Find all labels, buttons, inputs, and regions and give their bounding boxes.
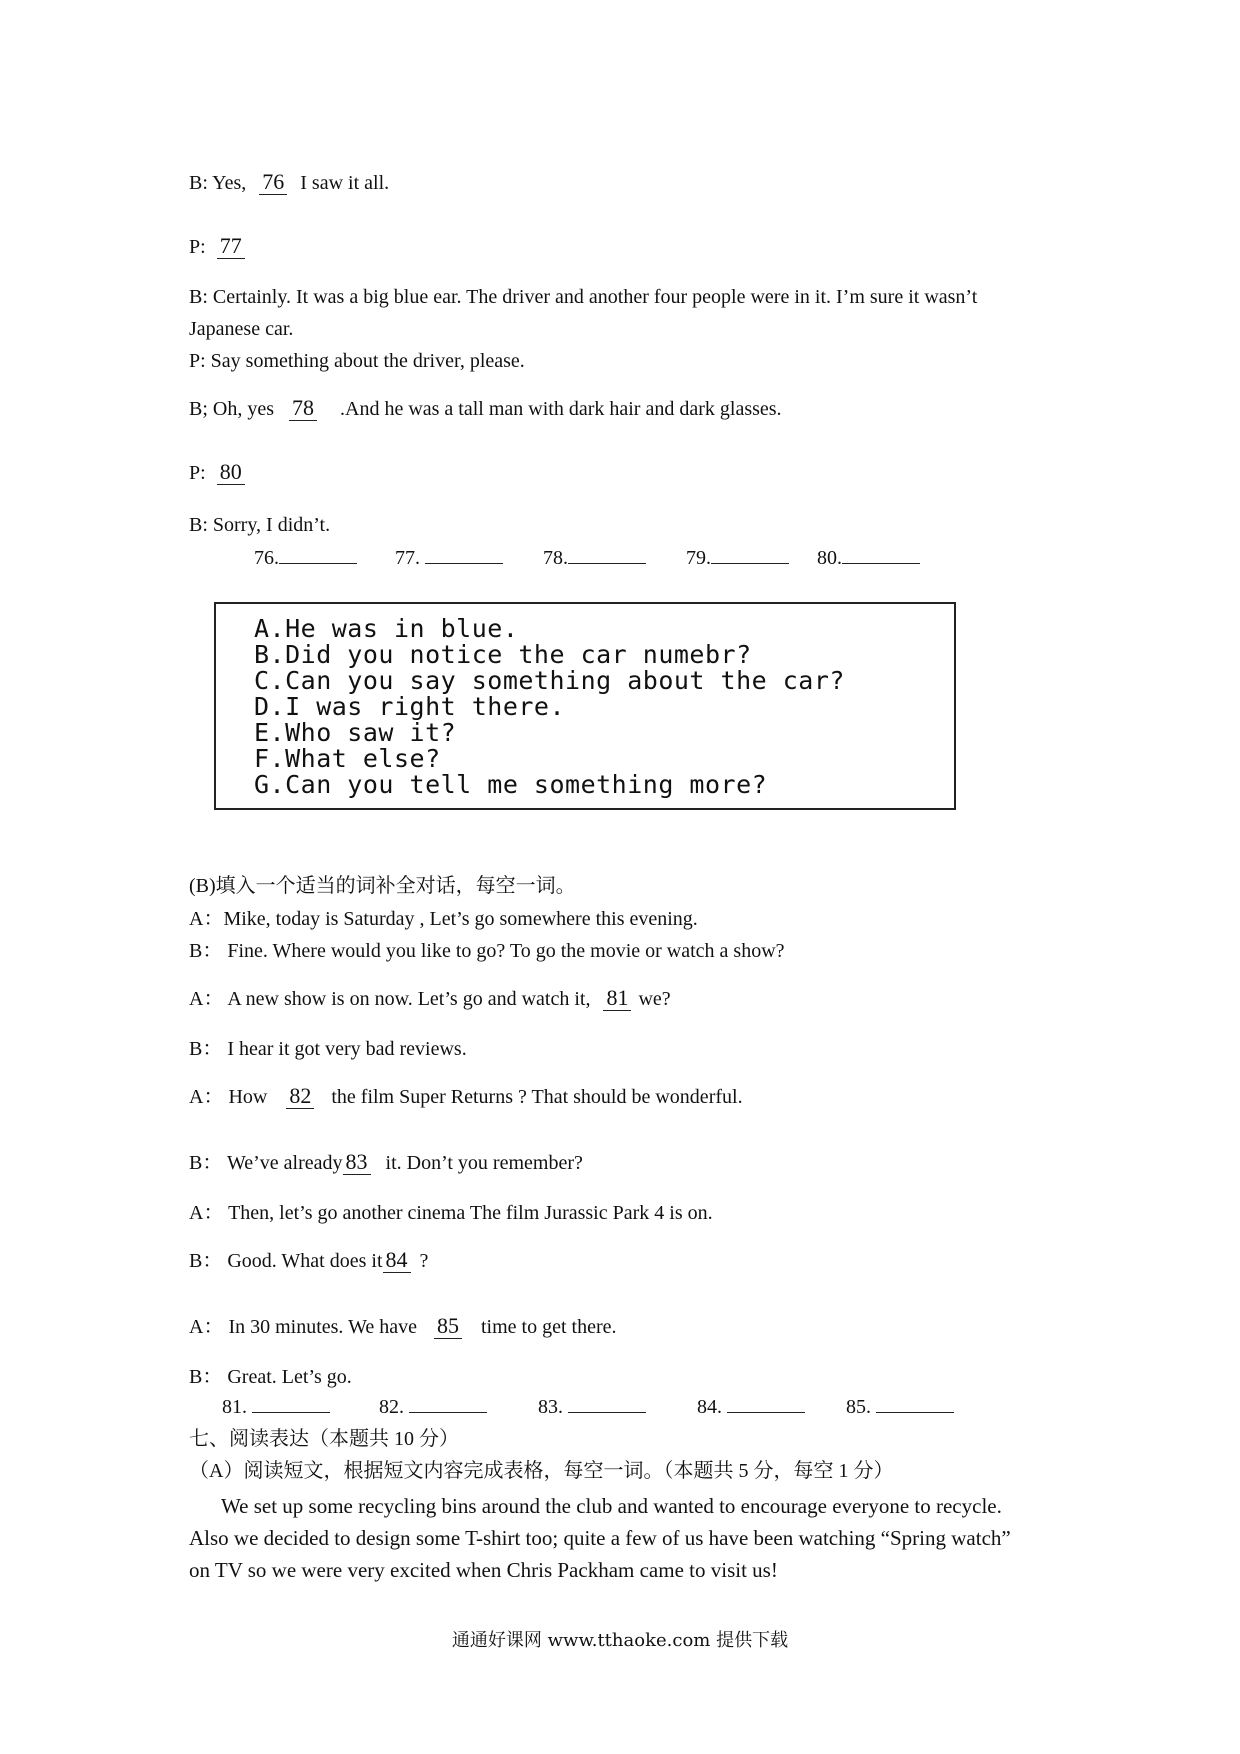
reading-passage	[189, 1490, 1059, 1586]
part-b-line-1: A：Mike, today is Saturday , Let’s go somewhere this evening.	[189, 908, 698, 930]
answer-line[interactable]	[425, 545, 503, 564]
line-text: we?	[638, 988, 671, 1010]
answer-line[interactable]	[876, 1394, 954, 1413]
option-g: G.Can you tell me something more?	[254, 770, 768, 799]
blank-83: 83	[343, 1150, 371, 1175]
option-e: E.Who saw it?	[254, 718, 457, 747]
answer-slot	[543, 545, 681, 571]
part-b-line-85	[189, 1314, 617, 1340]
part-b-line-83	[189, 1150, 583, 1176]
answer-line[interactable]	[568, 1394, 646, 1413]
part-b-line-81	[189, 986, 671, 1012]
answer-label: 83.	[538, 1396, 563, 1418]
option-d: D.I was right there.	[254, 692, 566, 721]
line-text: it. Don’t you remember?	[385, 1152, 583, 1174]
section-7-subtitle: （A）阅读短文，根据短文内容完成表格，每空一词。（本题共 5 分，每空 1 分）	[189, 1460, 894, 1482]
part-b-line-82	[189, 1084, 743, 1110]
options-box	[214, 602, 956, 810]
answer-line[interactable]	[279, 545, 357, 564]
section-7-title: 七、阅读表达（本题共 10 分）	[189, 1428, 459, 1450]
dialogue-line-car-cont: Japanese car.	[189, 318, 294, 340]
blank-80: 80	[217, 460, 245, 485]
dialogue-line-78	[189, 396, 782, 422]
answer-line[interactable]	[842, 545, 920, 564]
part-b-line-go: B： Great. Let’s go.	[189, 1366, 352, 1388]
answer-label: 82.	[379, 1396, 404, 1418]
answer-label: 78.	[543, 547, 568, 569]
answer-line[interactable]	[568, 545, 646, 564]
answer-label: 77.	[395, 547, 420, 569]
answer-line[interactable]	[727, 1394, 805, 1413]
answer-label: 81.	[222, 1396, 247, 1418]
line-text: P:	[189, 236, 206, 258]
line-text: A： A new show is on now. Let’s go and watch it,	[189, 988, 591, 1010]
blank-76: 76	[259, 170, 287, 195]
part-b-line-reviews: B： I hear it got very bad reviews.	[189, 1038, 467, 1060]
dialogue-line-sorry: B: Sorry, I didn’t.	[189, 514, 331, 536]
answer-line[interactable]	[711, 545, 789, 564]
answer-slot	[222, 1394, 374, 1420]
option-b: B.Did you notice the car numebr?	[254, 640, 752, 669]
dialogue-line-77	[189, 234, 245, 260]
line-text: ?	[419, 1250, 429, 1272]
part-b-line-cinema: A： Then, let’s go another cinema The film Jurassic Park 4 is on.	[189, 1202, 713, 1224]
blank-82: 82	[286, 1084, 314, 1109]
passage-line-1: We set up some recycling bins around the club and wanted to encourage everyone to recycle.	[221, 1494, 1002, 1518]
dialogue-line-driver: P: Say something about the driver, please.	[189, 350, 525, 372]
passage-line-2: Also we decided to design some T-shirt too; quite a few of us have been watching “Spring watch”	[189, 1526, 1011, 1550]
answer-slot	[697, 1394, 841, 1420]
line-text: A： In 30 minutes. We have	[189, 1316, 417, 1338]
part-b-line-2: B： Fine. Where would you like to go? To go the movie or watch a show?	[189, 940, 785, 962]
line-text: B： We’ve already	[189, 1152, 343, 1174]
answer-label: 79.	[686, 547, 711, 569]
line-text: B： Good. What does it	[189, 1250, 383, 1272]
answer-slot	[379, 1394, 533, 1420]
blank-78: 78	[289, 396, 317, 421]
line-text: A： How	[189, 1086, 268, 1108]
dialogue-line-76	[189, 170, 389, 196]
answer-slot	[846, 1394, 954, 1420]
part-b-title: (B)填入一个适当的词补全对话，每空一词。	[189, 875, 576, 897]
line-text: B; Oh, yes	[189, 398, 274, 420]
answer-label: 76.	[254, 547, 279, 569]
option-f: F.What else?	[254, 744, 441, 773]
answer-label: 84.	[697, 1396, 722, 1418]
line-text: I saw it all.	[300, 172, 390, 194]
answer-line[interactable]	[252, 1394, 330, 1413]
answer-label: 85.	[846, 1396, 871, 1418]
line-text: the film Super Returns ? That should be wonderful.	[331, 1086, 743, 1108]
answer-line[interactable]	[409, 1394, 487, 1413]
blank-85: 85	[434, 1314, 462, 1339]
answer-slot	[254, 545, 390, 571]
line-text: time to get there.	[480, 1316, 617, 1338]
dialogue-line-car: B: Certainly. It was a big blue ear. The driver and another four people were in it. I’m sure it wasn’t	[189, 286, 978, 308]
blank-81: 81	[603, 986, 631, 1011]
line-text: .And he was a tall man with dark hair and dark glasses.	[340, 398, 782, 420]
answer-slot	[817, 545, 920, 571]
blank-77: 77	[217, 234, 245, 259]
blank-84: 84	[383, 1248, 411, 1273]
answer-slot	[395, 545, 538, 571]
part-b-line-84	[189, 1248, 428, 1274]
answer-row-76-80	[254, 545, 920, 571]
option-c: C.Can you say something about the car?	[254, 666, 845, 695]
page-footer: 通通好课网 www.tthaoke.com 提供下载	[451, 1630, 789, 1651]
option-a: A.He was in blue.	[254, 614, 519, 643]
answer-slot	[686, 545, 812, 571]
line-text: B: Yes,	[189, 172, 247, 194]
answer-slot	[538, 1394, 692, 1420]
answer-row-81-85	[222, 1394, 954, 1420]
dialogue-line-80	[189, 460, 245, 486]
passage-line-3: on TV so we were very excited when Chris Packham came to visit us!	[189, 1558, 778, 1582]
answer-label: 80.	[817, 547, 842, 569]
line-text: P:	[189, 462, 206, 484]
